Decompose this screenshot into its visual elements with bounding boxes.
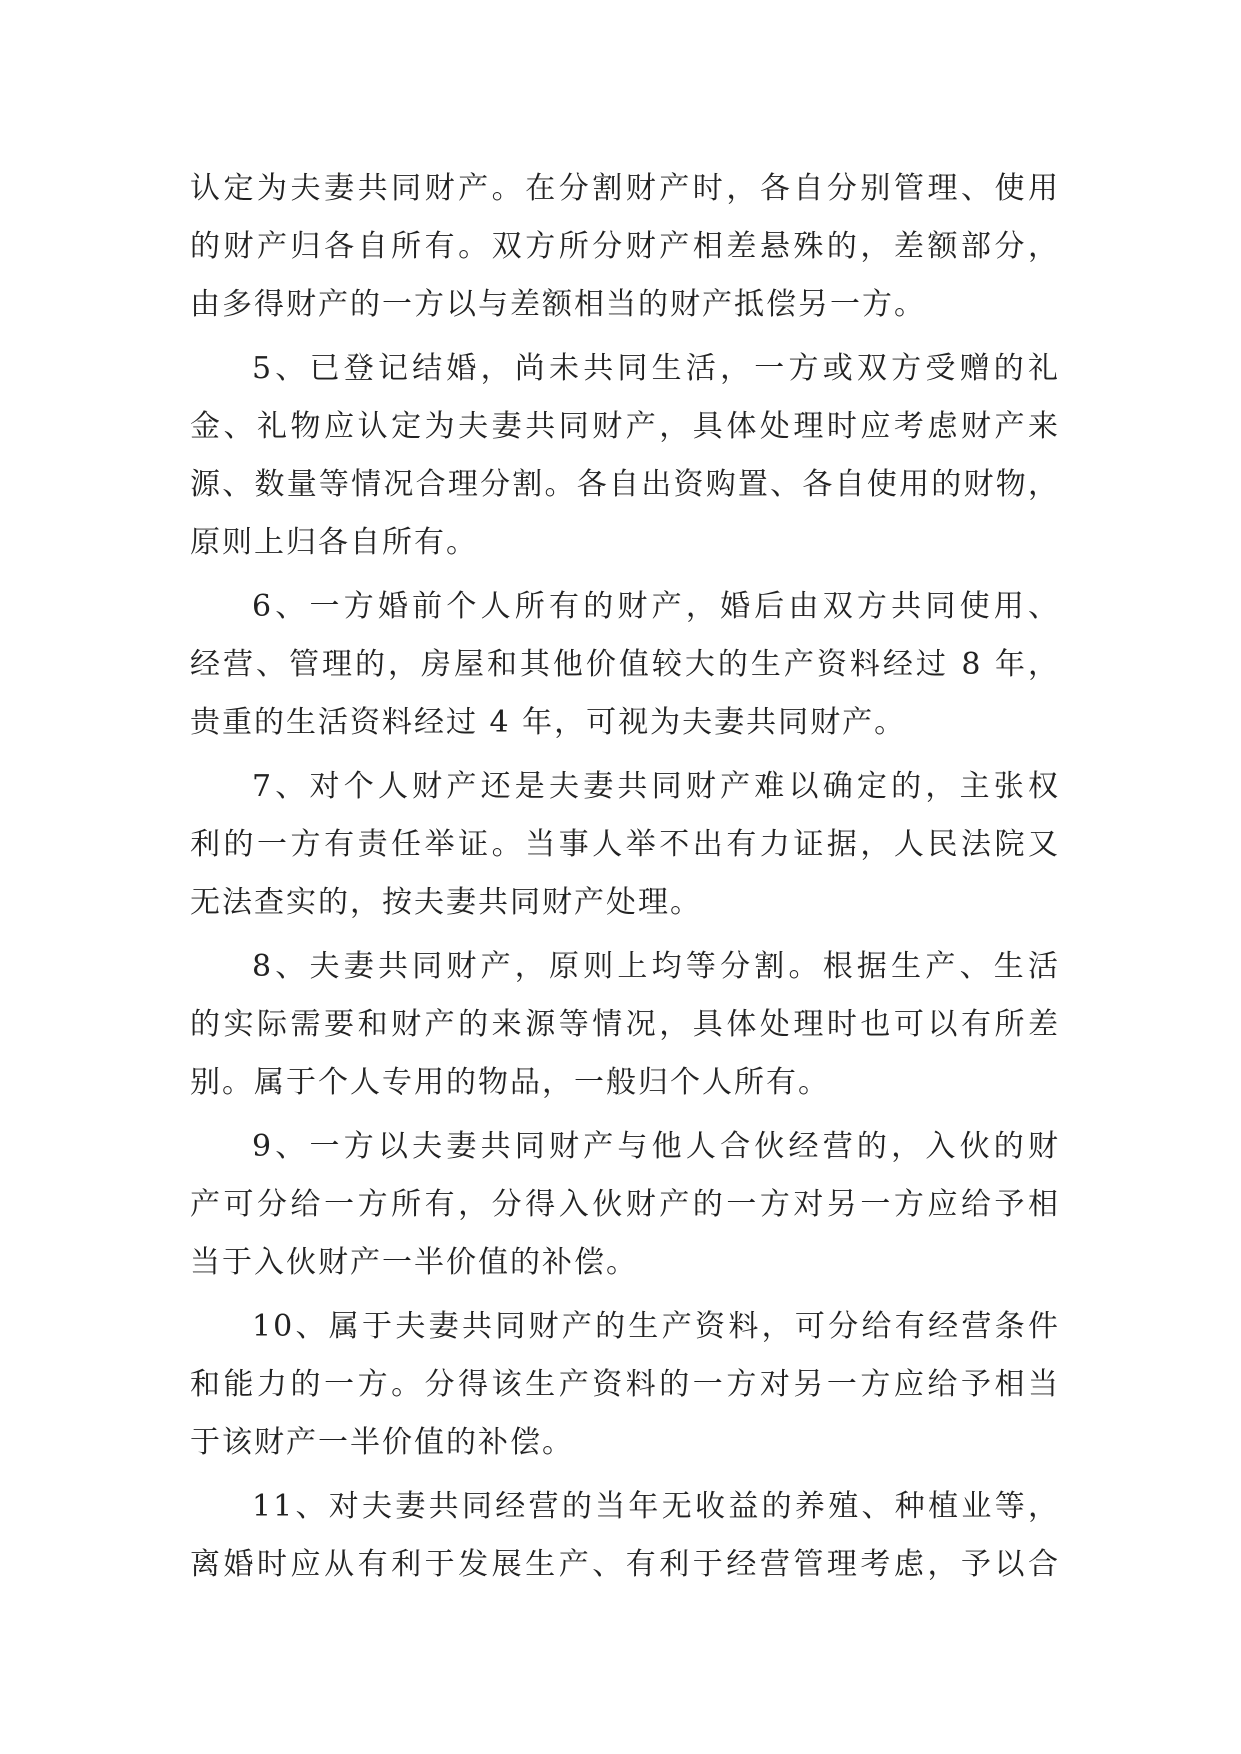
document-body [190,160,1060,1600]
paragraph-item-8 [190,938,1060,1112]
text-line: 认定为夫妻共同财产。在分割财产时，各自分别管理、使用 [190,171,1060,206]
text-line: 和能力的一方。分得该生产资料的一方对另一方应给予相当 [190,1367,1060,1402]
text-line: 产可分给一方所有，分得入伙财产的一方对另一方应给予相 [190,1187,1060,1222]
text-line: 7、对个人财产还是夫妻共同财产难以确定的，主张权 [252,769,1060,804]
text-line: 8、夫妻共同财产，原则上均等分割。根据生产、生活 [252,949,1060,984]
paragraph-item-10 [190,1298,1060,1472]
text-line: 源、数量等情况合理分割。各自出资购置、各自使用的财物， [190,467,1060,502]
text-line: 10、属于夫妻共同财产的生产资料，可分给有经营条件 [252,1309,1060,1344]
text-line: 利的一方有责任举证。当事人举不出有力证据，人民法院又 [190,827,1060,862]
text-line: 11、对夫妻共同经营的当年无收益的养殖、种植业等， [252,1489,1060,1524]
text-line: 无法查实的，按夫妻共同财产处理。 [190,885,702,920]
text-line: 别。属于个人专用的物品，一般归个人所有。 [190,1065,830,1100]
text-line: 9、一方以夫妻共同财产与他人合伙经营的，入伙的财 [252,1129,1060,1164]
paragraph-item-5 [190,340,1060,572]
paragraph-item-7 [190,758,1060,932]
paragraph-item-9 [190,1118,1060,1292]
text-line: 金、礼物应认定为夫妻共同财产，具体处理时应考虑财产来 [190,409,1060,444]
text-line: 贵重的生活资料经过 4 年，可视为夫妻共同财产。 [190,705,907,740]
text-line: 于该财产一半价值的补偿。 [190,1425,574,1460]
text-line: 的财产归各自所有。双方所分财产相差悬殊的，差额部分， [190,229,1060,264]
text-line: 的实际需要和财产的来源等情况，具体处理时也可以有所差 [190,1007,1060,1042]
text-line: 离婚时应从有利于发展生产、有利于经营管理考虑，予以合 [190,1547,1060,1582]
paragraph-item-11 [190,1478,1060,1594]
text-line: 原则上归各自所有。 [190,525,478,560]
text-line: 当于入伙财产一半价值的补偿。 [190,1245,638,1280]
text-line: 6、一方婚前个人所有的财产，婚后由双方共同使用、 [252,589,1060,624]
text-line: 由多得财产的一方以与差额相当的财产抵偿另一方。 [190,287,926,322]
text-line: 经营、管理的，房屋和其他价值较大的生产资料经过 8 年， [190,647,1060,682]
paragraph-item-6 [190,578,1060,752]
text-line: 5、已登记结婚，尚未共同生活，一方或双方受赠的礼 [252,351,1060,386]
paragraph-continued [190,160,1060,334]
